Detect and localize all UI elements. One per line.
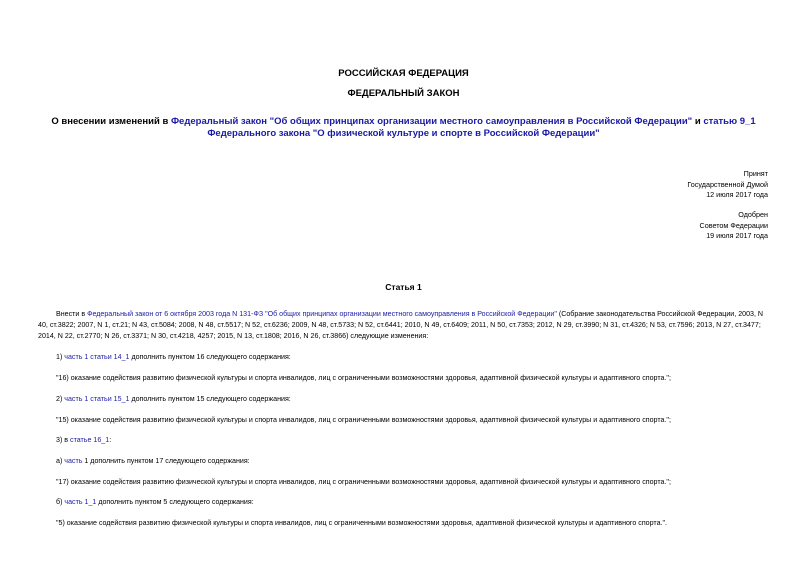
approved-date: 19 июля 2017 года — [706, 231, 768, 240]
law-title — [36, 116, 771, 140]
item-text: : — [109, 436, 112, 444]
item-text: дополнить пунктом 15 следующего содержания: — [129, 395, 291, 403]
item-text: "5) оказание содействия развитию физической культуры и спорта инвалидов, лиц с ограниченными возможностями здоровья, адаптивной физической культуры и адаптивного спорта.". — [56, 519, 667, 527]
title-middle: и — [692, 116, 704, 127]
list-item — [38, 394, 769, 405]
adoption-block — [568, 169, 768, 201]
list-item — [38, 435, 769, 446]
item-prefix: а) — [56, 457, 65, 465]
list-item — [38, 415, 769, 426]
item-prefix: 2) — [56, 395, 65, 403]
item-text: "17) оказание содействия развитию физической культуры и спорта инвалидов, лиц с ограниченными возможностями здоровья, адаптивной физической культуры и адаптивного спорта."; — [56, 478, 671, 486]
item-link[interactable]: статье 16_1 — [70, 436, 110, 444]
document-type-heading: ФЕДЕРАЛЬНЫЙ ЗАКОН — [347, 88, 460, 99]
article-title: Статья 1 — [385, 282, 422, 292]
article-intro — [38, 309, 769, 342]
country-heading: РОССИЙСКАЯ ФЕДЕРАЦИЯ — [338, 68, 469, 79]
title-link-article-9-1[interactable]: статью 9_1 Федерального закона "О физической культуре и спорте в Российской Федерации" — [207, 116, 756, 139]
approved-body: Советом Федерации — [699, 220, 768, 230]
list-item — [38, 497, 769, 508]
item-link[interactable]: часть — [64, 457, 83, 465]
adopted-date: 12 июля 2017 года — [706, 190, 768, 199]
item-link[interactable]: часть 1 статьи 14_1 — [64, 353, 130, 361]
item-link[interactable]: часть 1_1 — [64, 498, 97, 506]
list-item — [38, 518, 769, 529]
item-link[interactable]: часть 1 статьи 15_1 — [64, 395, 130, 403]
list-item — [38, 456, 769, 467]
intro-prefix: Внести в — [56, 310, 88, 318]
item-text: "15) оказание содействия развитию физической культуры и спорта инвалидов, лиц с ограниченными возможностями здоровья, адаптивной физической культуры и адаптивного спорта."; — [56, 416, 671, 424]
item-text: дополнить пунктом 16 следующего содержания: — [129, 353, 291, 361]
title-link-law-131[interactable]: Федеральный закон "Об общих принципах организации местного самоуправления в Российской Федерации" — [170, 116, 693, 127]
list-item — [38, 373, 769, 384]
intro-link-law[interactable]: Федеральный закон от 6 октября 2003 года N 131-ФЗ "Об общих принципах организации местного самоуправления в Российской Федерации" — [87, 310, 557, 318]
adopted-label: Принят — [743, 169, 768, 178]
approved-label: Одобрен — [738, 210, 768, 219]
item-prefix: 1) — [56, 353, 65, 361]
item-text: "16) оказание содействия развитию физической культуры и спорта инвалидов, лиц с ограниченными возможностями здоровья, адаптивной физической культуры и адаптивного спорта."; — [56, 374, 671, 382]
item-prefix: б) — [56, 498, 65, 506]
intro-suffix: (Собрание законодательства Российской Федерации, 2003, N 40, ст.3822; 2007, N 1, ст.21; N 43, ст.5084; 2008, N 48, ст.5517; N 52, ст.6236; 2009, N 48, ст.5733; N 52, ст.6441; 2010, N 49, ст.6409; 2011, N 50, ст.7353; 2012, N 29, ст.3990; N 31, ст.4326; N 53, ст.7596; 2013, N 27, ст.3477; 2014, N 22, ст.2770; N 26, ст.3371; N 30, ст.4218, 4257; 2015, N 13, ст.1808; 2016, N 26, ст.3866) следующие изменения: — [38, 310, 764, 340]
item-prefix: 3) в — [56, 436, 71, 444]
item-text: 1 дополнить пунктом 17 следующего содержания: — [82, 457, 250, 465]
title-prefix: О внесении изменений в — [51, 116, 171, 127]
list-item — [38, 477, 769, 488]
adopted-body: Государственной Думой — [687, 179, 768, 189]
item-text: дополнить пунктом 5 следующего содержания: — [96, 498, 254, 506]
list-item — [38, 352, 769, 363]
approval-block — [568, 210, 768, 242]
